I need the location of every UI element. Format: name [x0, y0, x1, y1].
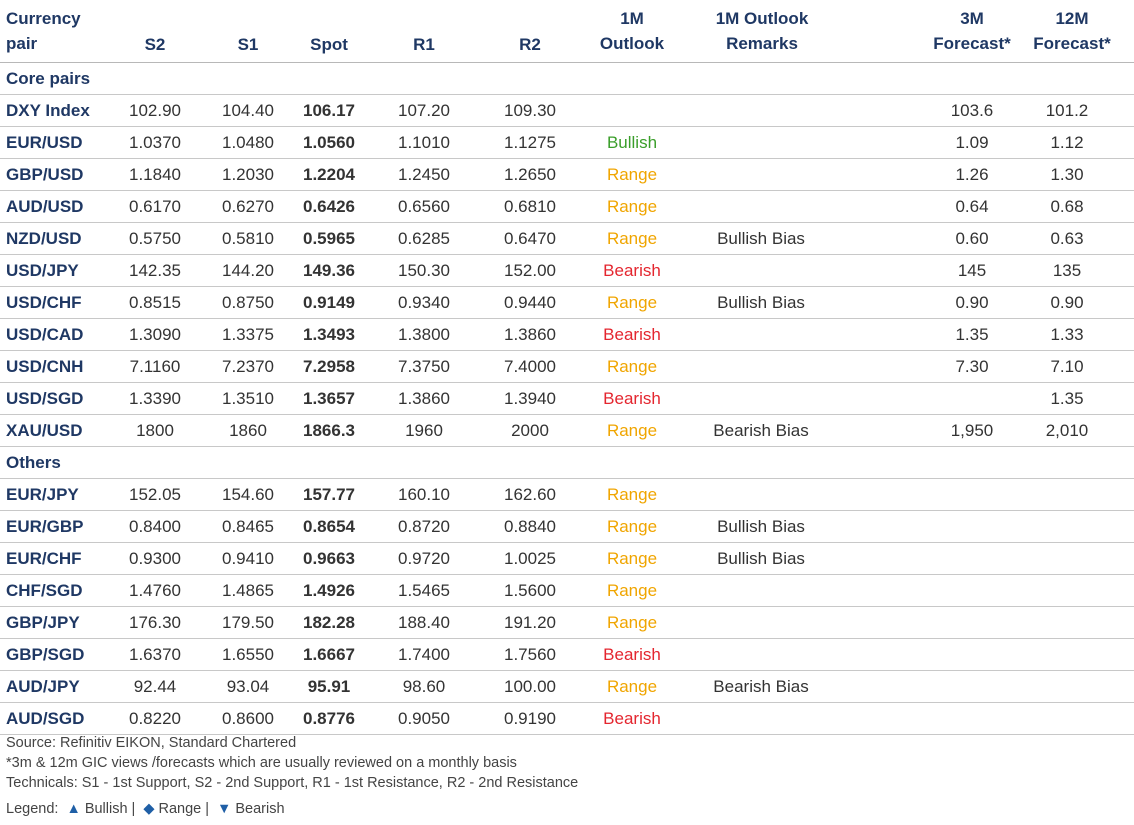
cell-12m-forecast: 1.12 [1050, 133, 1084, 152]
cell-currency-pair: AUD/SGD [6, 709, 85, 728]
table-row [0, 287, 1134, 319]
header-spot: Spot [310, 35, 348, 54]
cell-3m-forecast: 7.30 [955, 357, 989, 376]
cell-3m-forecast: 1,950 [950, 421, 994, 440]
cell-outlook-remarks: Bearish Bias [713, 677, 809, 696]
cell-outlook-remarks: Bullish Bias [717, 517, 805, 536]
cell-3m-forecast: 145 [957, 261, 987, 280]
cell-12m-forecast: 7.10 [1050, 357, 1084, 376]
cell-s2: 1.6370 [129, 645, 181, 664]
cell-r1: 0.9720 [398, 549, 450, 568]
cell-spot: 7.2958 [303, 357, 355, 376]
cell-3m-forecast: 1.09 [955, 133, 989, 152]
cell-s1: 0.8750 [222, 293, 274, 312]
cell-1m-outlook: Range [606, 677, 658, 696]
cell-spot: 0.8654 [303, 517, 355, 536]
cell-r2: 1.0025 [504, 549, 556, 568]
table-row [0, 607, 1134, 639]
section-header-row [0, 63, 1134, 95]
cell-s1: 0.9410 [222, 549, 274, 568]
cell-r2: 1.1275 [504, 133, 556, 152]
cell-12m-forecast: 101.2 [1045, 101, 1089, 120]
cell-r2: 162.60 [504, 485, 556, 504]
cell-r1: 0.8720 [398, 517, 450, 536]
header-s1: S1 [237, 35, 259, 54]
source-note: Source: Refinitiv EIKON, Standard Chartered [6, 735, 297, 751]
cell-s2: 142.35 [129, 261, 181, 280]
cell-r2: 0.9440 [504, 293, 556, 312]
legend-label: Bullish [84, 801, 128, 817]
cell-12m-forecast: 0.63 [1050, 229, 1084, 248]
cell-r1: 1960 [405, 421, 443, 440]
table-header [0, 0, 1134, 63]
header-3m-forecast: 3M Forecast* [933, 9, 1011, 53]
table-row [0, 383, 1134, 415]
legend-prefix: Legend: [6, 801, 59, 817]
table-row [0, 319, 1134, 351]
triangle-up-icon: ▲ [66, 801, 81, 817]
technicals-note: Technicals: S1 - 1st Support, S2 - 2nd Support, R1 - 1st Resistance, R2 - 2nd Resistance [6, 775, 579, 791]
cell-s1: 0.8465 [222, 517, 274, 536]
cell-r1: 98.60 [402, 677, 446, 696]
cell-spot: 106.17 [303, 101, 355, 120]
cell-outlook-remarks: Bullish Bias [717, 229, 805, 248]
section-title: Core pairs [6, 69, 91, 88]
cell-r1: 1.3860 [398, 389, 450, 408]
cell-1m-outlook: Bearish [603, 645, 661, 664]
cell-spot: 0.6426 [303, 197, 355, 216]
cell-1m-outlook: Bullish [606, 133, 658, 152]
triangle-down-icon: ▼ [216, 801, 232, 817]
cell-r2: 0.8840 [504, 517, 556, 536]
cell-s1: 1.4865 [222, 581, 274, 600]
header-12m-forecast: 12M Forecast* [1033, 9, 1111, 53]
cell-spot: 1.3493 [303, 325, 355, 344]
legend-items [62, 801, 284, 817]
cell-r2: 1.3860 [504, 325, 556, 344]
cell-spot: 149.36 [303, 261, 355, 280]
table-row [0, 511, 1134, 543]
cell-currency-pair: EUR/USD [6, 133, 83, 152]
cell-1m-outlook: Bearish [603, 261, 661, 280]
cell-spot: 182.28 [303, 613, 355, 632]
footnotes [6, 733, 578, 819]
cell-r2: 0.9190 [504, 709, 556, 728]
cell-spot: 1.0560 [303, 133, 355, 152]
cell-spot: 1.6667 [303, 645, 355, 664]
cell-3m-forecast: 0.64 [955, 197, 989, 216]
cell-outlook-remarks: Bullish Bias [717, 549, 805, 568]
cell-r1: 1.1010 [398, 133, 450, 152]
table-row [0, 671, 1134, 703]
table-body [0, 63, 1134, 735]
table-row [0, 575, 1134, 607]
cell-12m-forecast: 2,010 [1045, 421, 1089, 440]
table-row [0, 415, 1134, 447]
cell-s2: 1.4760 [129, 581, 181, 600]
cell-s2: 102.90 [129, 101, 181, 120]
cell-3m-forecast: 0.90 [955, 293, 989, 312]
header-r2: R2 [519, 35, 541, 54]
cell-s2: 1.0370 [129, 133, 181, 152]
table-row [0, 639, 1134, 671]
cell-r1: 0.6285 [398, 229, 450, 248]
cell-currency-pair: XAU/USD [6, 421, 83, 440]
cell-12m-forecast: 1.30 [1050, 165, 1084, 184]
cell-s2: 1.3390 [129, 389, 181, 408]
cell-s2: 0.5750 [129, 229, 181, 248]
cell-currency-pair: CHF/SGD [6, 581, 83, 600]
cell-r2: 0.6810 [504, 197, 556, 216]
cell-1m-outlook: Range [606, 229, 658, 248]
cell-s1: 154.60 [222, 485, 274, 504]
cell-s2: 1.1840 [129, 165, 181, 184]
cell-r1: 1.3800 [398, 325, 450, 344]
cell-r1: 188.40 [398, 613, 450, 632]
cell-r2: 1.2650 [504, 165, 556, 184]
cell-r2: 1.5600 [504, 581, 556, 600]
table-row [0, 223, 1134, 255]
table-row [0, 127, 1134, 159]
cell-r1: 0.9340 [398, 293, 450, 312]
cell-s2: 0.6170 [129, 197, 181, 216]
cell-s2: 1800 [136, 421, 174, 440]
cell-s1: 144.20 [222, 261, 274, 280]
forecast-note: *3m & 12m GIC views /forecasts which are usually reviewed on a monthly basis [6, 755, 517, 771]
cell-1m-outlook: Bearish [603, 389, 661, 408]
cell-3m-forecast: 103.6 [950, 101, 994, 120]
cell-s2: 7.1160 [129, 357, 181, 376]
cell-1m-outlook: Range [606, 197, 658, 216]
cell-r2: 0.6470 [504, 229, 556, 248]
table-row [0, 95, 1134, 127]
cell-r1: 7.3750 [398, 357, 450, 376]
cell-r1: 150.30 [398, 261, 450, 280]
cell-currency-pair: USD/CNH [6, 357, 84, 376]
cell-r2: 7.4000 [504, 357, 556, 376]
cell-spot: 157.77 [303, 485, 355, 504]
cell-s1: 1.3510 [222, 389, 274, 408]
cell-s2: 1.3090 [129, 325, 181, 344]
cell-spot: 0.9663 [303, 549, 355, 568]
cell-s1: 0.8600 [222, 709, 274, 728]
cell-s2: 0.8515 [129, 293, 181, 312]
cell-s2: 0.9300 [129, 549, 181, 568]
cell-currency-pair: EUR/CHF [6, 549, 82, 568]
header-1m-outlook: 1M Outlook [599, 9, 665, 53]
cell-3m-forecast: 1.26 [955, 165, 989, 184]
cell-r2: 1.7560 [504, 645, 556, 664]
cell-s1: 1.0480 [222, 133, 274, 152]
table-row [0, 255, 1134, 287]
cell-r2: 100.00 [504, 677, 556, 696]
legend-separator: | [131, 801, 136, 817]
cell-spot: 1.2204 [303, 165, 355, 184]
section-header-row [0, 447, 1134, 479]
table-row [0, 479, 1134, 511]
cell-3m-forecast: 1.35 [955, 325, 989, 344]
cell-1m-outlook: Range [606, 613, 658, 632]
header-r1: R1 [413, 35, 435, 54]
cell-s1: 0.5810 [222, 229, 274, 248]
cell-12m-forecast: 0.90 [1050, 293, 1084, 312]
cell-s1: 93.04 [226, 677, 270, 696]
cell-3m-forecast: 0.60 [955, 229, 989, 248]
cell-currency-pair: AUD/USD [6, 197, 84, 216]
legend-label: Range [158, 801, 202, 817]
table-row [0, 159, 1134, 191]
cell-r1: 160.10 [398, 485, 450, 504]
cell-1m-outlook: Range [606, 517, 658, 536]
cell-r1: 1.5465 [398, 581, 450, 600]
cell-s2: 0.8400 [129, 517, 181, 536]
cell-s2: 0.8220 [129, 709, 181, 728]
header-s2: S2 [144, 35, 166, 54]
cell-currency-pair: GBP/SGD [6, 645, 85, 664]
cell-1m-outlook: Range [606, 293, 658, 312]
cell-r2: 1.3940 [504, 389, 556, 408]
cell-spot: 1.4926 [303, 581, 355, 600]
cell-r1: 1.2450 [398, 165, 450, 184]
cell-12m-forecast: 1.33 [1050, 325, 1084, 344]
cell-spot: 95.91 [307, 677, 351, 696]
cell-1m-outlook: Range [606, 549, 658, 568]
table-row [0, 703, 1134, 735]
cell-12m-forecast: 0.68 [1050, 197, 1084, 216]
cell-spot: 1866.3 [303, 421, 355, 440]
cell-s1: 1860 [229, 421, 267, 440]
table-row [0, 191, 1134, 223]
cell-currency-pair: EUR/JPY [6, 485, 79, 504]
cell-currency-pair: NZD/USD [6, 229, 82, 248]
diamond-icon: ◆ [143, 801, 155, 817]
cell-12m-forecast: 135 [1052, 261, 1082, 280]
legend-label: Bearish [235, 801, 285, 817]
cell-1m-outlook: Range [606, 165, 658, 184]
cell-1m-outlook: Range [606, 421, 658, 440]
cell-r2: 191.20 [504, 613, 556, 632]
cell-outlook-remarks: Bullish Bias [717, 293, 805, 312]
cell-s2: 92.44 [133, 677, 177, 696]
legend [6, 799, 578, 819]
cell-1m-outlook: Range [606, 485, 658, 504]
legend-separator: | [205, 801, 209, 817]
cell-1m-outlook: Range [606, 357, 658, 376]
cell-1m-outlook: Bearish [603, 709, 661, 728]
cell-currency-pair: GBP/USD [6, 165, 84, 184]
cell-currency-pair: USD/CAD [6, 325, 84, 344]
cell-spot: 0.5965 [303, 229, 355, 248]
cell-s1: 0.6270 [222, 197, 274, 216]
cell-r2: 109.30 [504, 101, 556, 120]
cell-1m-outlook: Range [606, 581, 658, 600]
cell-currency-pair: USD/JPY [6, 261, 79, 280]
cell-r1: 1.7400 [398, 645, 450, 664]
cell-r2: 2000 [511, 421, 549, 440]
cell-currency-pair: DXY Index [6, 101, 90, 120]
cell-s1: 1.6550 [222, 645, 274, 664]
cell-outlook-remarks: Bearish Bias [713, 421, 809, 440]
cell-1m-outlook: Bearish [603, 325, 661, 344]
cell-spot: 0.9149 [303, 293, 355, 312]
cell-currency-pair: USD/SGD [6, 389, 84, 408]
cell-s2: 152.05 [129, 485, 181, 504]
cell-r2: 152.00 [504, 261, 556, 280]
header-currency-pair: Currency pair [6, 9, 81, 53]
cell-s1: 104.40 [222, 101, 274, 120]
cell-r1: 0.9050 [398, 709, 450, 728]
cell-spot: 0.8776 [303, 709, 355, 728]
cell-12m-forecast: 1.35 [1050, 389, 1084, 408]
cell-currency-pair: GBP/JPY [6, 613, 80, 632]
cell-r1: 0.6560 [398, 197, 450, 216]
cell-currency-pair: USD/CHF [6, 293, 82, 312]
cell-currency-pair: AUD/JPY [6, 677, 80, 696]
table-row [0, 543, 1134, 575]
cell-s1: 1.2030 [222, 165, 274, 184]
cell-r1: 107.20 [398, 101, 450, 120]
cell-s1: 7.2370 [222, 357, 274, 376]
header-1m-outlook-remarks: 1M Outlook Remarks [715, 9, 809, 53]
cell-spot: 1.3657 [303, 389, 355, 408]
section-title: Others [6, 453, 61, 472]
cell-s1: 179.50 [222, 613, 274, 632]
cell-s2: 176.30 [129, 613, 181, 632]
cell-currency-pair: EUR/GBP [6, 517, 84, 536]
cell-s1: 1.3375 [222, 325, 274, 344]
table-row [0, 351, 1134, 383]
